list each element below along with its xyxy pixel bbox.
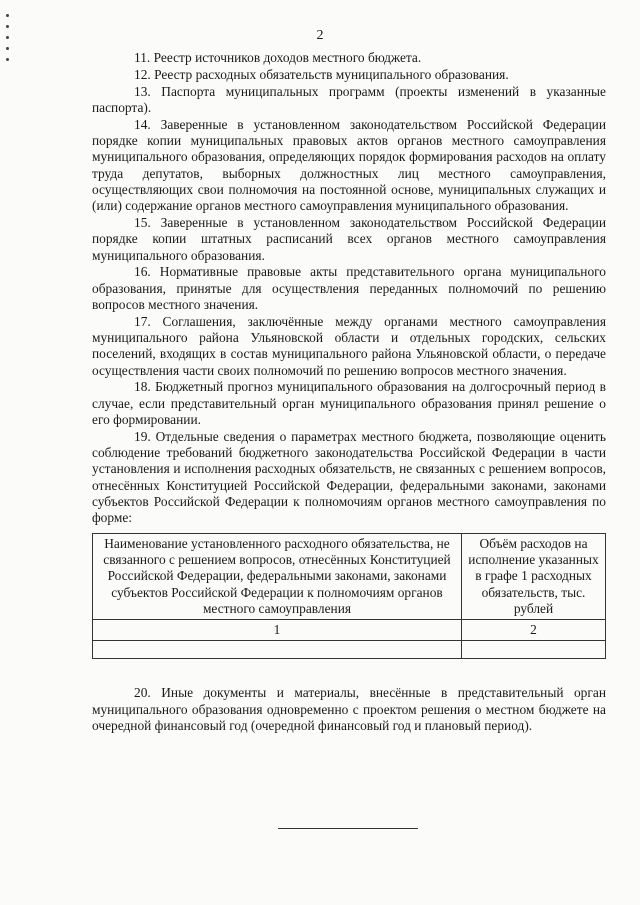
list-item-20 <box>92 685 606 734</box>
list-item-12 <box>92 67 606 83</box>
item-number: 12. <box>134 66 151 82</box>
item-text: Иные документы и материалы, внесённые в представительный орган муниципального образования одновременно с проектом решения о местном бюджете на очередной финансовый год (очередной финансовый год и плановый период). <box>92 685 606 733</box>
binding-dot <box>6 14 9 17</box>
list-item-16 <box>92 264 606 313</box>
item-number: 20. <box>134 685 151 701</box>
document-body <box>92 50 606 734</box>
table-header-row <box>93 533 606 619</box>
item-text: Соглашения, заключённые между органами местного самоуправления муниципального района Ульяновской области и отдельных городских, сельских поселений, входящих в состав муниципального района Ульяновской области, о передаче осуществления части своих полномочий по решению вопросов местного значения. <box>92 313 606 378</box>
item-number: 17. <box>134 313 151 329</box>
closing-rule-line <box>278 828 418 829</box>
item-number: 19. <box>134 428 151 444</box>
item-number: 14. <box>134 116 151 132</box>
table-empty-row <box>93 641 606 659</box>
item-text: Отдельные сведения о параметрах местного бюджета, позволяющие оценить соблюдение требований бюджетного законодательства Российской Федерации в части установления и исполнения расходных обязательств, не связанных с решением вопросов, отнесённых Конституцией Российской Федерации, федеральными законами, законами субъектов Российской Федерации к полномочиям органов местного самоуправления по форме: <box>92 428 606 526</box>
item-text: Заверенные в установленном законодательством Российской Федерации порядке копии штатных расписаний всех органов местного самоуправления муниципального образования. <box>92 214 606 263</box>
list-item-17 <box>92 314 606 379</box>
table-cell <box>462 641 606 659</box>
list-item-11 <box>92 50 606 66</box>
expenditure-form-table <box>92 533 606 660</box>
list-item-19 <box>92 429 606 527</box>
column-number-cell: 2 <box>462 620 606 641</box>
item-text: Реестр расходных обязательств муниципального образования. <box>154 66 509 82</box>
table-header-cell: Наименование установленного расходного обязательства, не связанного с решением вопросов, отнесённых Конституцией Российской Федерации, федеральными законами, законами субъектов Российской Федерации к полномочиям органов местного самоуправления <box>93 533 462 619</box>
table-column-number-row <box>93 620 606 641</box>
list-item-13 <box>92 84 606 117</box>
item-text: Заверенные в установленном законодательством Российской Федерации порядке копии муниципальных правовых актов органов местного самоуправления муниципального образования, определяющих порядок формирования расходов на оплату труда депутатов, выборных должностных лиц местного самоуправления, осуществляющих свои полномочия на постоянной основе, муниципальных служащих и (или) содержание органов местного самоуправления муниципального образования. <box>92 116 606 214</box>
table-header-cell: Объём расходов на исполнение указанных в графе 1 расходных обязательств, тыс. рублей <box>462 533 606 619</box>
column-number-cell: 1 <box>93 620 462 641</box>
item-number: 15. <box>134 214 151 230</box>
item-text: Бюджетный прогноз муниципального образования на долгосрочный период в случае, если представительный орган муниципального образования принял решение о его формировании. <box>92 379 606 428</box>
item-number: 11. <box>134 50 151 65</box>
binding-dot <box>6 58 9 61</box>
table-cell <box>93 641 462 659</box>
list-item-18 <box>92 379 606 428</box>
item-number: 16. <box>134 264 151 280</box>
item-number: 13. <box>134 83 151 99</box>
binding-dot <box>6 47 9 50</box>
item-number: 18. <box>134 379 151 395</box>
page-number: 2 <box>316 28 324 43</box>
list-item-14 <box>92 117 606 215</box>
list-item-15 <box>92 215 606 264</box>
item-text: Паспорта муниципальных программ (проекты изменений в указанные паспорта). <box>92 83 606 115</box>
item-text: Нормативные правовые акты представительного органа муниципального образования, принятые для осуществления переданных полномочий по решению вопросов местного значения. <box>92 264 606 312</box>
item-text: Реестр источников доходов местного бюджета. <box>153 50 422 65</box>
